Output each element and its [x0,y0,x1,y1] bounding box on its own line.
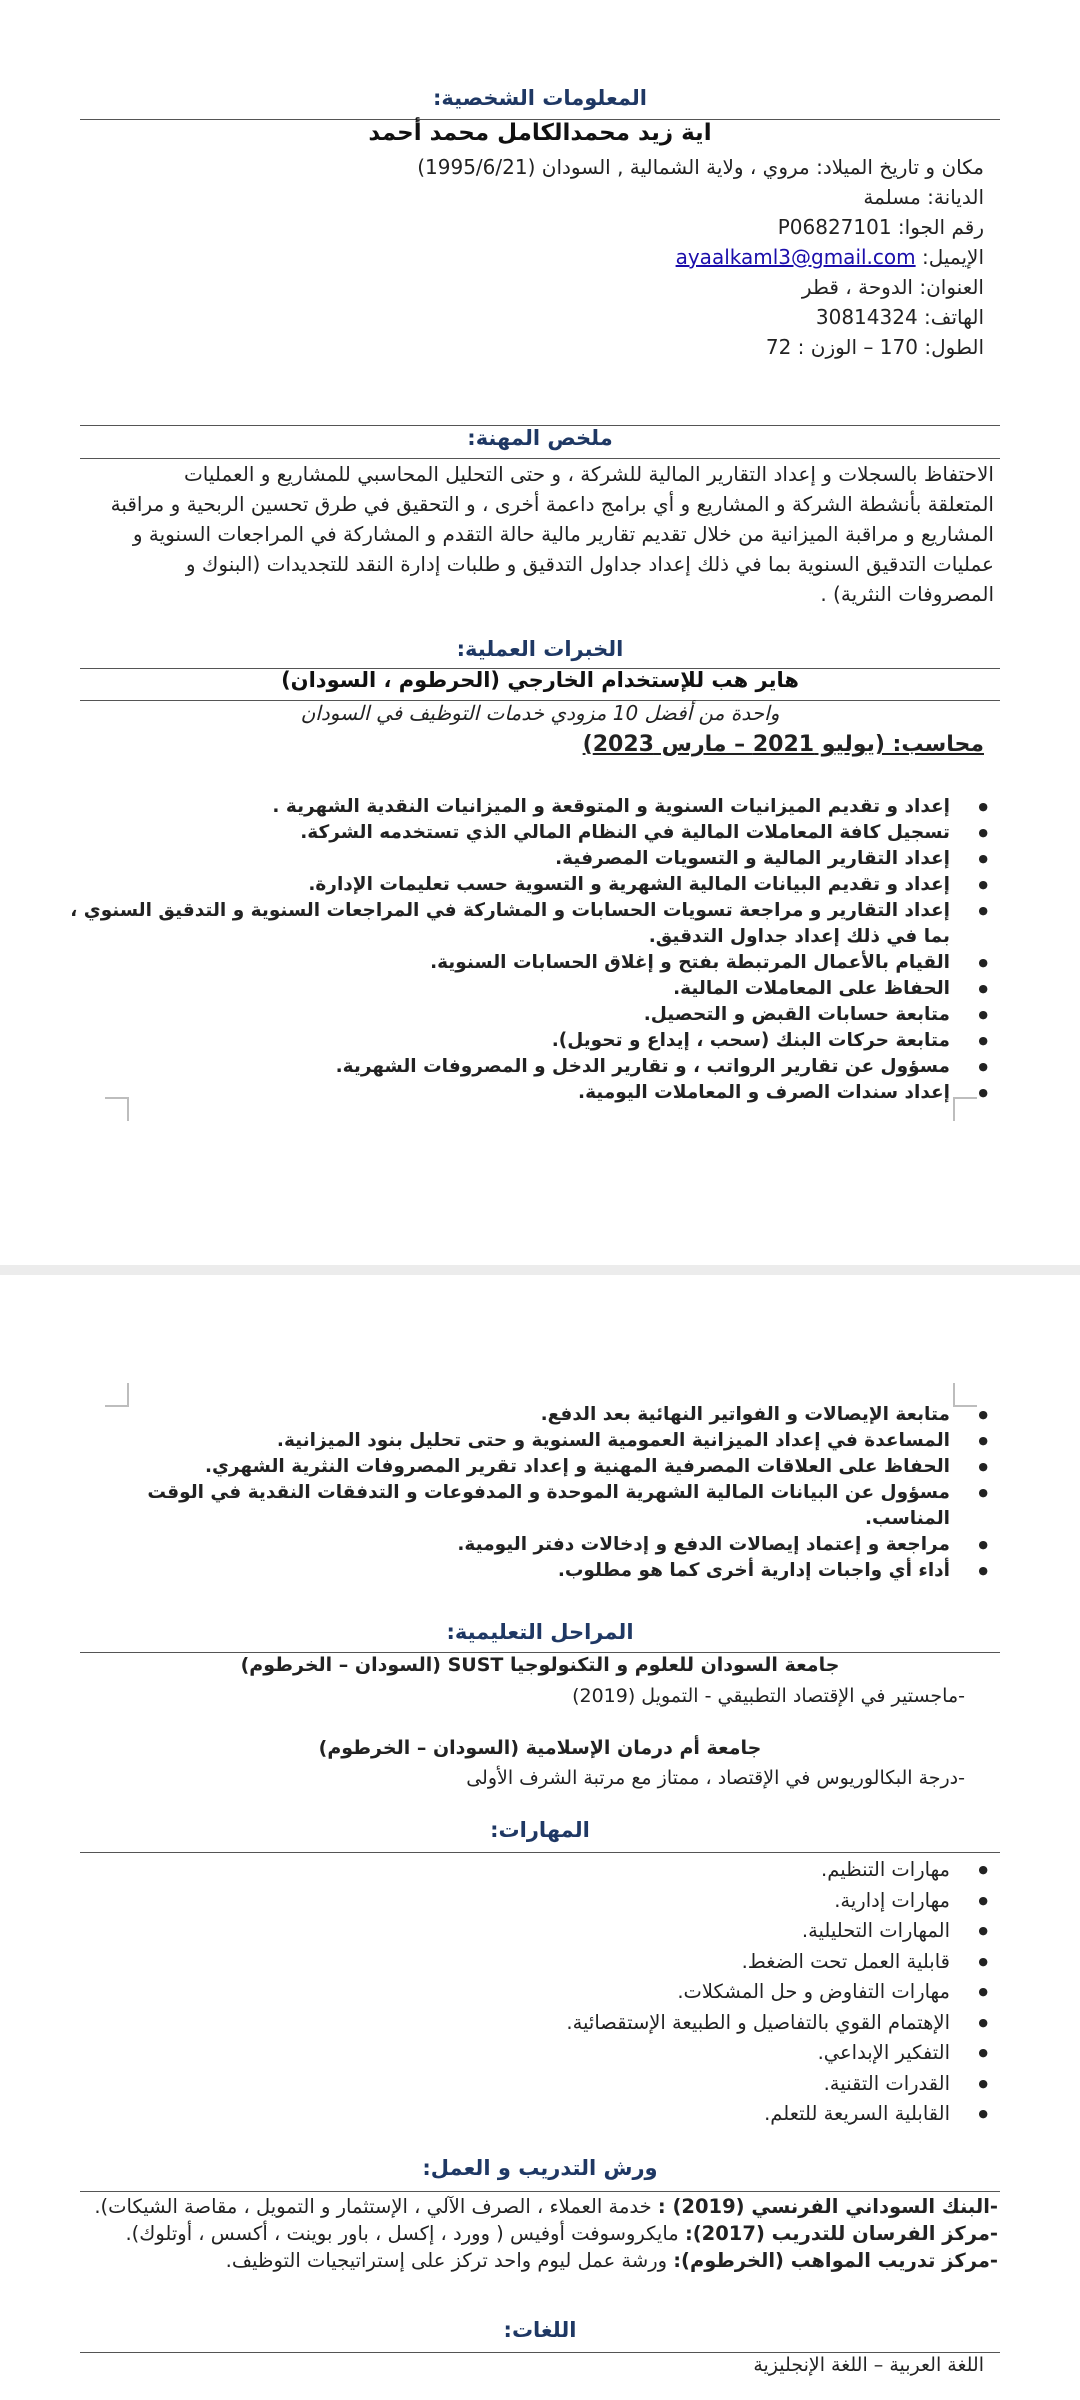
list-item: ● القدرات التقنية. [70,2069,950,2100]
list-item: ● المهارات التحليلية. [70,1916,950,1947]
languages-text: اللغة العربية – اللغة الإنجليزية [753,2354,984,2376]
list-item: ● الإهتمام القوي بالتفاصيل و الطبيعة الإستقصائية. [70,2008,950,2039]
training-org: -البنك السوداني الفرنسي (2019) : [657,2195,998,2218]
email-link[interactable]: ayaalkaml3@gmail.com [675,245,916,269]
passport-info: رقم الجوا: P06827101 [777,215,984,239]
training-desc: مايكروسوفت أوفيس ( وورد ، إكسل ، باور بوينت ، أكسس ، أوتلوك). [125,2222,685,2245]
summary-line: الاحتفاظ بالسجلات و إعداد التقارير المالية للشركة ، و حتى التحليل المحاسبي للمشاريع و العمليات [183,462,994,486]
birth-info: مكان و تاريخ الميلاد: مروي ، ولاية الشمالية , السودان (1995/6/21) [417,155,984,179]
company-name: هاير هب للإستخدام الخارجي (الحرطوم ، السودان) [281,668,799,692]
section-rule [80,2191,1000,2192]
duties-list [70,794,1000,1106]
list-item: ● إعداد سندات الصرف و المعاملات اليومية. [70,1080,950,1106]
summary-line: عمليات التدقيق السنوية بما في ذلك إعداد جداول التدقيق و طلبات إدارة النقد للتجديدات (البنوك و [185,552,994,576]
duties-list-continued [70,1402,1000,1584]
address-info: العنوان: الدوحة ، قطر [801,275,984,299]
list-item: ● المساعدة في إعداد الميزانية العمومية السنوية و حتى تحليل بنود الميزانية. [70,1428,950,1454]
skills-title: المهارات: [490,1818,590,1842]
list-item: ● مسؤول عن البيانات المالية الشهرية الموحدة و المدفوعات و التدفقات النقدية في الوقت المناسب. [70,1480,950,1532]
section-rule [80,1652,1000,1653]
religion-info: الديانة: مسلمة [863,185,984,209]
experience-title: الخبرات العملية: [456,637,624,661]
company-tagline: واحدة من أفضل 10 مزودي خدمات التوظيف في السودان [300,701,780,725]
section-rule [80,2352,1000,2353]
email-label: الإيميل: [915,245,984,269]
list-item: ● إعداد التقارير المالية و التسويات المصرفية. [70,846,950,872]
section-rule [80,1852,1000,1853]
list-item: ● قابلية العمل تحت الضغط. [70,1947,950,1978]
personal-details [104,152,984,362]
training-desc: ورشة عمل ليوم واحد تركز على إستراتيجيات التوظيف. [225,2249,674,2272]
training-item [68,2193,998,2220]
email-row [104,242,984,272]
list-item: ● تسجيل كافة المعاملات المالية في النظام المالي الذي تستخدمه الشركة. [70,820,950,846]
document-page-2 [0,1275,1080,2400]
height-weight-info: الطول: 170 – الوزن : 72 [765,335,984,359]
list-item: ● إعداد و تقديم البيانات المالية الشهرية و التسوية حسب تعليمات الإدارة. [70,872,950,898]
education-title: المراحل التعليمية: [446,1620,634,1644]
personal-info-title: المعلومات الشخصية: [432,86,648,110]
list-item: ● القيام بالأعمال المرتبطة بفتح و إغلاق الحسابات السنوية. [70,950,950,976]
languages-title: اللغات: [503,2318,577,2342]
list-item: ● مهارات التنظيم. [70,1855,950,1886]
career-summary [82,459,994,609]
list-item: ● مراجعة و إعتماد إيصالات الدفع و إدخالات دفتر اليومية. [70,1532,950,1558]
job-role: محاسب: (يوليو 2021 – مارس 2023) [582,732,984,757]
education-degree: -ماجستير في الإقتصاد التطبيقي - التمويل (2019) [572,1685,965,1707]
training-list [68,2193,998,2274]
education-degree: -درجة البكالوريوس في الإقتصاد ، ممتاز مع مرتبة الشرف الأولى [466,1767,965,1789]
crop-mark [105,1097,129,1121]
summary-line: المصروفات النثرية) . [820,582,994,606]
phone-info: الهاتف: 30814324 [815,305,984,329]
list-item: ● الحفاظ على العلاقات المصرفية المهنية و إعداد تقرير المصروفات النثرية الشهري. [70,1454,950,1480]
list-item: ● أداء أي واجبات إدارية أخرى كما هو مطلوب. [70,1558,950,1584]
list-item: ● إعداد و تقديم الميزانيات السنوية و المتوقعة و الميزانيات النقدية الشهرية . [70,794,950,820]
list-item: ● التفكير الإبداعي. [70,2038,950,2069]
list-item: ● متابعة الإيصالات و الفواتير النهائية بعد الدفع. [70,1402,950,1428]
list-item: ● الحفاظ على المعاملات المالية. [70,976,950,1002]
training-desc: خدمة العملاء ، الصرف الآلي ، الإستثمار و التمويل ، مقاصة الشيكات). [94,2195,658,2218]
crop-mark [953,1097,977,1121]
page-separator [0,1265,1080,1275]
skills-list [70,1855,1000,2130]
list-item: ● متابعة حسابات القبض و التحصيل. [70,1002,950,1028]
training-org: -مركز تدريب المواهب (الخرطوم): [673,2249,998,2272]
education-school: جامعة السودان للعلوم و التكنولوجيا SUST (السودان – الخرطوم) [240,1654,840,1676]
list-item: ● متابعة حركات البنك (سحب ، إيداع و تحويل). [70,1028,950,1054]
training-title: ورش التدريب و العمل: [422,2156,658,2180]
summary-line: المتعلقة بأنشطة الشركة و المشاريع و أي برامج داعمة أخرى ، و التحقيق في طرق تحسين الربحية و مراقبة [110,492,994,516]
list-item: ● مهارات إدارية. [70,1886,950,1917]
summary-line: المشاريع و مراقبة الميزانية من خلال تقديم تقارير مالية حالة التقدم و المشاركة في المراجعات السنوية و [132,522,994,546]
list-item: ● مسؤول عن تقارير الرواتب ، و تقارير الدخل و المصروفات الشهرية. [70,1054,950,1080]
list-item: ● القابلية السريعة للتعلم. [70,2099,950,2130]
list-item: ● إعداد التقارير و مراجعة تسويات الحسابات و المشاركة في المراجعات السنوية و التدقيق السنوي ، بما في ذلك إعداد جداول التدقيق. [70,898,950,950]
full-name: اية زيد محمدالكامل محمد أحمد [368,120,712,146]
training-org: -مركز الفرسان للتدريب (2017): [684,2222,998,2245]
summary-title: ملخص المهنة: [467,426,613,450]
list-item: ● مهارات التفاوض و حل المشكلات. [70,1977,950,2008]
training-item [68,2220,998,2247]
education-school: جامعة أم درمان الإسلامية (السودان – الخرطوم) [318,1737,762,1759]
training-item [68,2247,998,2274]
